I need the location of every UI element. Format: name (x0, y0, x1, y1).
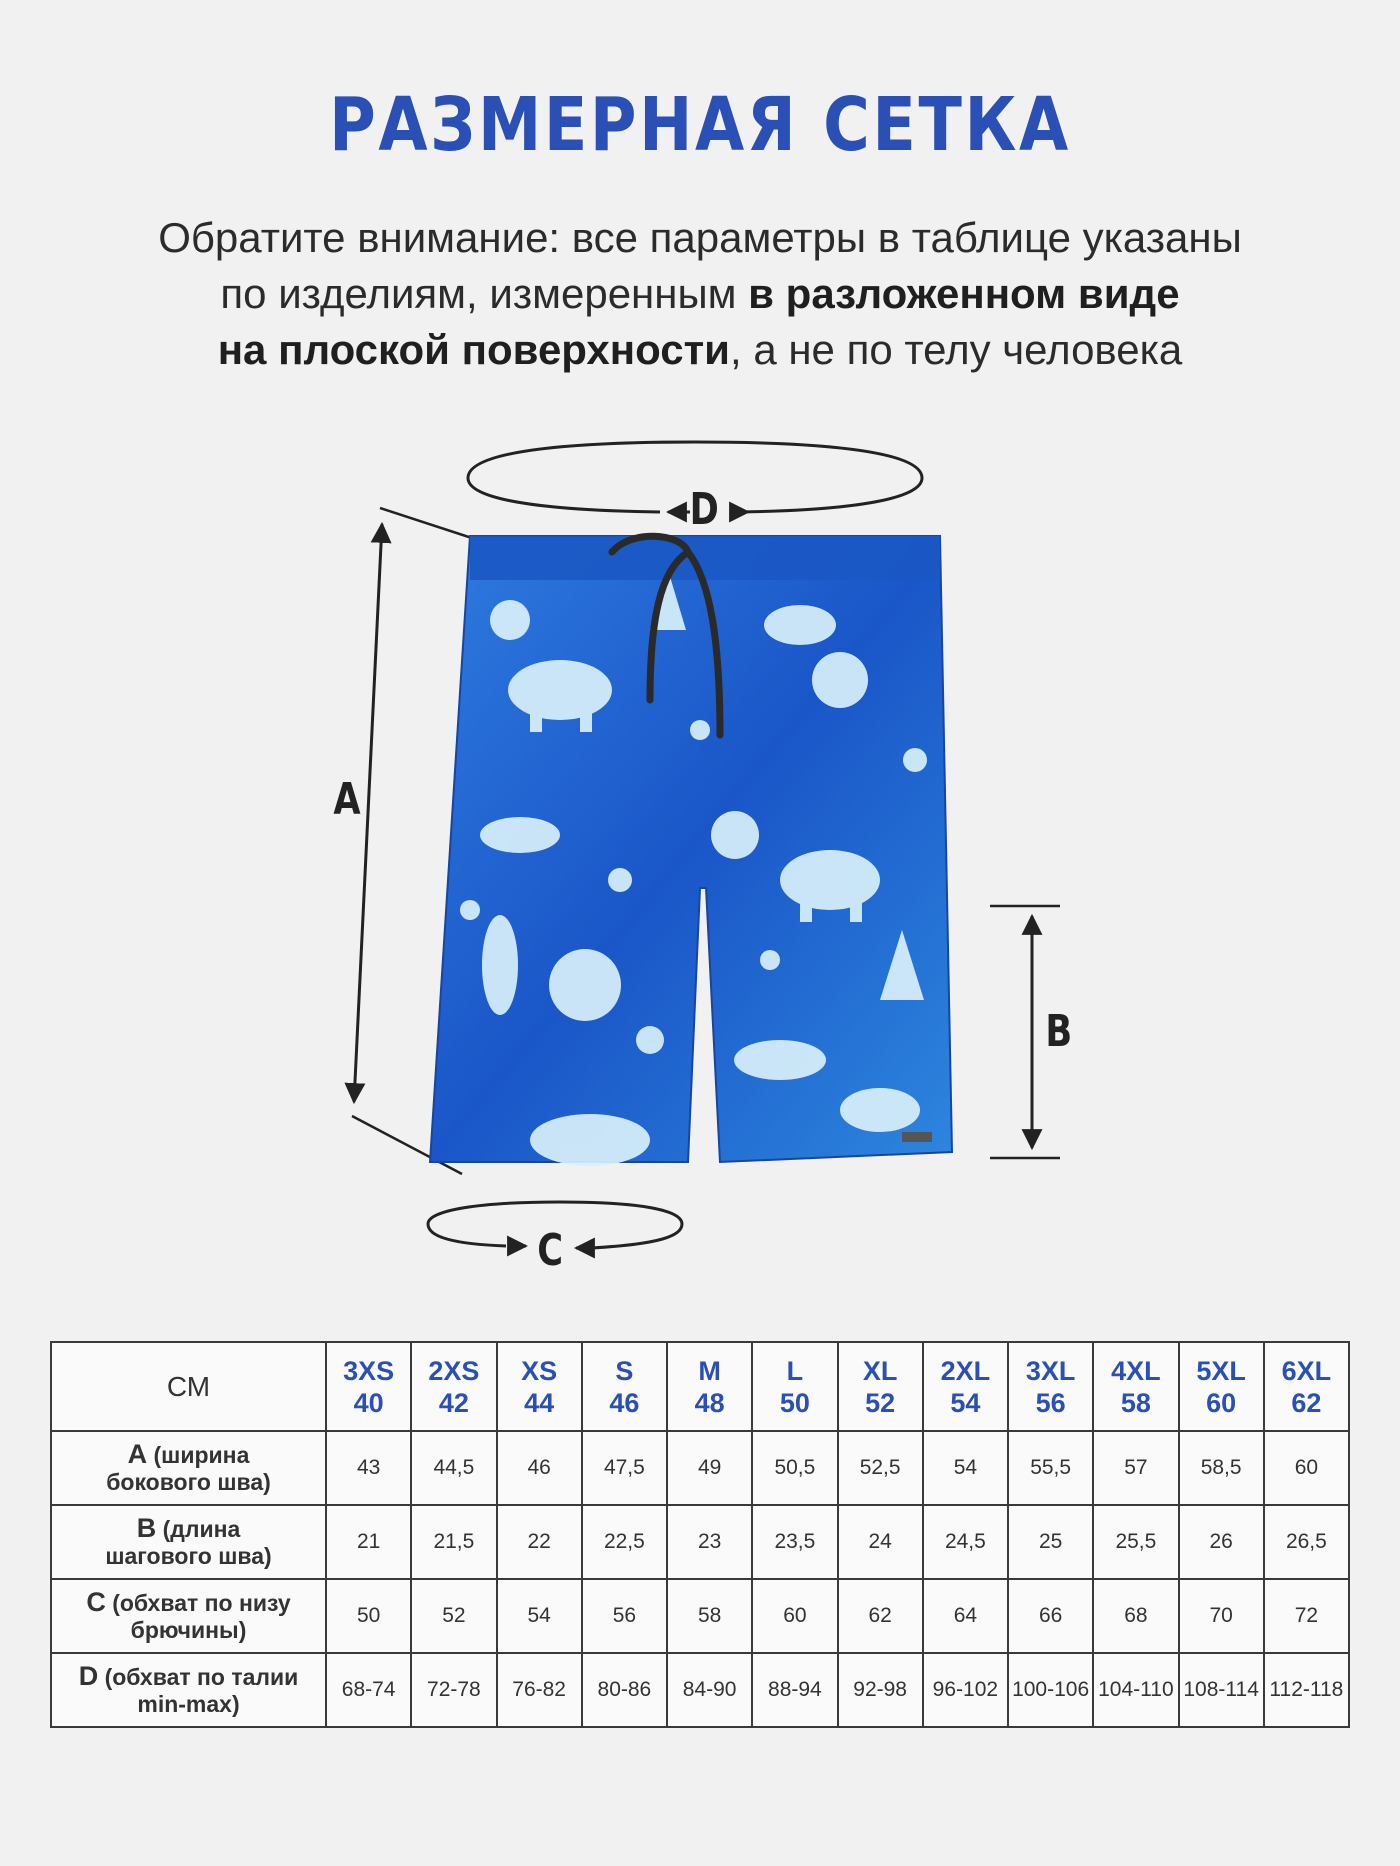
size-number: 62 (1291, 1387, 1322, 1418)
size-number: 42 (438, 1387, 469, 1418)
measurement-label (51, 1579, 326, 1653)
value-cell: 66 (1008, 1579, 1093, 1653)
value-cell: 62 (838, 1579, 923, 1653)
size-header-3xl (1008, 1342, 1093, 1431)
value-cell: 92-98 (838, 1653, 923, 1727)
label-a: A (333, 774, 361, 825)
measurement-key: C (86, 1586, 106, 1617)
measurement-label-line1 (52, 1438, 325, 1469)
value-cell: 47,5 (582, 1431, 667, 1505)
size-header-xl (838, 1342, 923, 1431)
value-cell: 60 (1264, 1431, 1349, 1505)
value-cell: 50,5 (752, 1431, 837, 1505)
size-letter: L (786, 1355, 804, 1386)
measurement-label (51, 1431, 326, 1505)
value-cell: 54 (497, 1579, 582, 1653)
value-cell: 76-82 (497, 1653, 582, 1727)
value-cell: 57 (1093, 1431, 1178, 1505)
size-letter: M (698, 1355, 721, 1386)
value-cell: 52 (411, 1579, 496, 1653)
label-c: C (537, 1225, 564, 1276)
measurement-row-c (51, 1579, 1349, 1653)
value-cell: 68-74 (326, 1653, 411, 1727)
notice-line-1: Обратите внимание: все параметры в таблице указаны (158, 214, 1242, 261)
value-cell: 22,5 (582, 1505, 667, 1579)
size-number: 60 (1206, 1387, 1237, 1418)
size-letter: XL (862, 1355, 898, 1386)
size-number: 56 (1035, 1387, 1066, 1418)
value-cell: 21,5 (411, 1505, 496, 1579)
value-cell: 23 (667, 1505, 752, 1579)
value-cell: 52,5 (838, 1431, 923, 1505)
value-cell: 54 (923, 1431, 1008, 1505)
size-letter: 6XL (1281, 1355, 1332, 1386)
size-header-3xs (326, 1342, 411, 1431)
page-title: РАЗМЕРНАЯ СЕТКА (329, 82, 1071, 168)
value-cell: 64 (923, 1579, 1008, 1653)
value-cell: 56 (582, 1579, 667, 1653)
measurement-row-d (51, 1653, 1349, 1727)
size-header-2xl (923, 1342, 1008, 1431)
value-cell: 58 (667, 1579, 752, 1653)
size-letter: 3XL (1025, 1355, 1076, 1386)
size-letter: 5XL (1196, 1355, 1246, 1386)
size-number: 54 (950, 1387, 981, 1418)
measurement-label-line2: брючины) (130, 1616, 247, 1643)
size-number: 52 (865, 1387, 896, 1418)
size-header-l (752, 1342, 837, 1431)
value-cell: 60 (752, 1579, 837, 1653)
value-cell: 88-94 (752, 1653, 837, 1727)
value-cell: 25,5 (1093, 1505, 1178, 1579)
size-number: 50 (779, 1387, 810, 1418)
value-cell: 50 (326, 1579, 411, 1653)
value-cell: 25 (1008, 1505, 1093, 1579)
value-cell: 72 (1264, 1579, 1349, 1653)
size-letter: 3XS (343, 1355, 395, 1386)
size-header-xs (497, 1342, 582, 1431)
measurement-desc: (длина (156, 1515, 241, 1542)
size-letter: 4XL (1111, 1355, 1161, 1386)
value-cell: 46 (497, 1431, 582, 1505)
value-cell: 84-90 (667, 1653, 752, 1727)
shorts (430, 536, 952, 1166)
measurement-key: B (136, 1512, 157, 1543)
label-d: D (689, 484, 719, 535)
measurement-label-line2: бокового шва) (106, 1468, 271, 1495)
size-header-5xl (1179, 1342, 1264, 1431)
value-cell: 43 (326, 1431, 411, 1505)
measurement-label (51, 1653, 326, 1727)
value-cell: 96-102 (923, 1653, 1008, 1727)
value-cell: 100-106 (1008, 1653, 1093, 1727)
measurement-row-a (51, 1431, 1349, 1505)
size-letter: S (615, 1355, 634, 1386)
measurement-key: D (78, 1660, 99, 1691)
value-cell: 58,5 (1179, 1431, 1264, 1505)
value-cell: 80-86 (582, 1653, 667, 1727)
value-cell: 55,5 (1008, 1431, 1093, 1505)
value-cell: 26,5 (1264, 1505, 1349, 1579)
notice-line-3 (0, 322, 1400, 378)
measurement-label (51, 1505, 326, 1579)
measurement-diagram (0, 440, 1400, 1300)
value-cell: 26 (1179, 1505, 1264, 1579)
measurement-desc: (обхват по талии (98, 1663, 299, 1690)
size-header-m (667, 1342, 752, 1431)
measurement-key: A (127, 1438, 148, 1469)
size-header-row (51, 1342, 1349, 1431)
measurement-label-line1 (52, 1586, 325, 1617)
size-header-s (582, 1342, 667, 1431)
size-header-4xl (1093, 1342, 1178, 1431)
value-cell: 70 (1179, 1579, 1264, 1653)
value-cell: 22 (497, 1505, 582, 1579)
measurement-row-b (51, 1505, 1349, 1579)
shorts-illustration (0, 440, 1400, 1300)
value-cell: 23,5 (752, 1505, 837, 1579)
notice-line-2 (0, 266, 1400, 322)
size-number: 58 (1120, 1387, 1151, 1418)
notice-line-3-normal: , а не по телу человека (729, 326, 1183, 373)
measurement-label-line2: шагового шва) (105, 1542, 272, 1569)
unit-header: СМ (51, 1342, 326, 1431)
size-number: 48 (694, 1387, 725, 1418)
measurement-label-line1 (52, 1512, 325, 1543)
size-chart-table (50, 1341, 1350, 1728)
measurement-notice (0, 210, 1400, 378)
size-letter: 2XS (428, 1355, 480, 1386)
size-header-6xl (1264, 1342, 1349, 1431)
size-number: 40 (353, 1387, 384, 1418)
notice-line-3-bold: на плоской поверхности (217, 326, 730, 373)
size-number: 46 (609, 1387, 640, 1418)
value-cell: 21 (326, 1505, 411, 1579)
value-cell: 104-110 (1093, 1653, 1178, 1727)
measurement-desc: (обхват по низу (105, 1589, 291, 1616)
value-cell: 108-114 (1179, 1653, 1264, 1727)
measurement-label-line2: min-max) (137, 1690, 240, 1717)
value-cell: 24 (838, 1505, 923, 1579)
size-letter: 2XL (940, 1355, 991, 1386)
value-cell: 49 (667, 1431, 752, 1505)
notice-line-2-bold: в разложенном виде (748, 270, 1180, 317)
size-header-2xs (411, 1342, 496, 1431)
value-cell: 44,5 (411, 1431, 496, 1505)
size-number: 44 (524, 1387, 555, 1418)
value-cell: 24,5 (923, 1505, 1008, 1579)
value-cell: 112-118 (1264, 1653, 1349, 1727)
measurement-desc: (ширина (147, 1441, 250, 1468)
value-cell: 68 (1093, 1579, 1178, 1653)
notice-line-2-normal: по изделиям, измеренным (220, 270, 749, 317)
measurement-label-line1 (52, 1660, 325, 1691)
label-b: B (1045, 1006, 1073, 1057)
size-letter: XS (521, 1355, 558, 1386)
value-cell: 72-78 (411, 1653, 496, 1727)
